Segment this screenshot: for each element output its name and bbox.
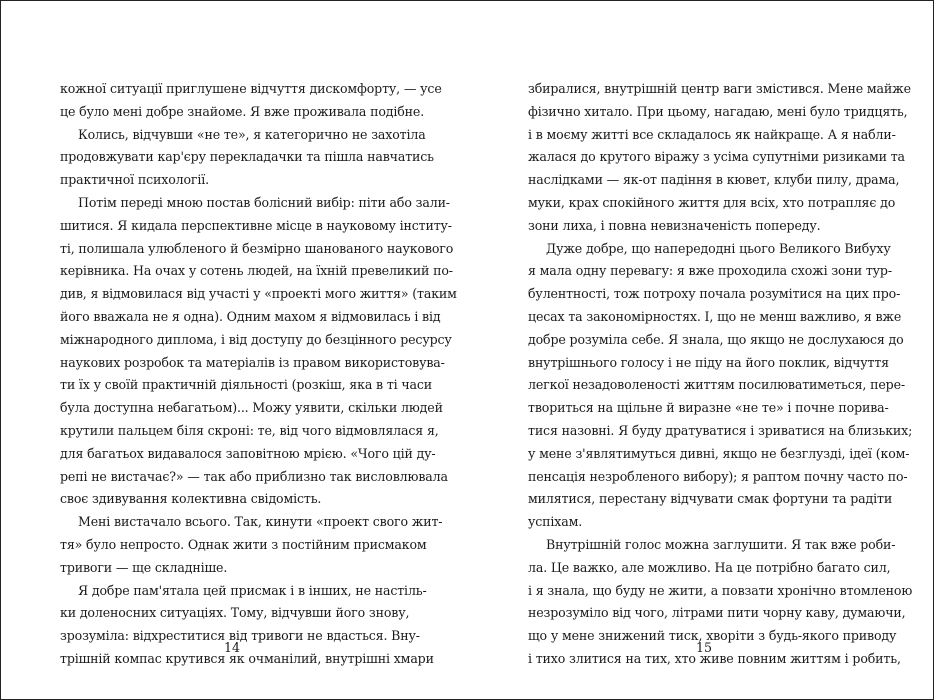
text-line: див, я відмовилася від участі у «проекті мого життя» (таким: [60, 286, 457, 302]
text-line: репі не вистачає?» — так або приблизно так висловлювала: [60, 468, 448, 484]
text-line: тися назовні. Я буду дратуватися і зриватися на близьких;: [528, 422, 913, 438]
right-page-number: 15: [695, 640, 713, 655]
text-line: у мене з'являтимуться дивні, якщо не безглузді, ідеї (ком-: [528, 445, 910, 461]
text-line: Дуже добре, що напередодні цього Великого Вибуху: [546, 240, 891, 256]
text-line: пенсація незробленого вибору); я раптом почну часто по-: [528, 468, 908, 484]
text-line: його вважала не я одна). Одним махом я відмовилась і від: [60, 308, 441, 324]
text-line: продовжувати кар'єру перекладачки та пішла навчатись: [60, 149, 434, 165]
text-line: трішній компас крутився як очманілий, внутрішні хмари: [60, 650, 434, 666]
text-line: цесах та закономірностях. І, що не менш важливо, я вже: [528, 308, 902, 324]
text-line: ки доленосних ситуаціях. Тому, відчувши його знову,: [60, 605, 410, 621]
text-line: практичної психології.: [60, 172, 209, 188]
text-line: наслідками — як-от падіння в кювет, клуби пилу, драма,: [528, 172, 900, 188]
text-line: Мені вистачало всього. Так, кинути «проект свого жит-: [78, 514, 443, 530]
text-line: Я добре пам'ятала цей присмак і в інших, не настіль-: [78, 582, 427, 598]
text-line: легкої незадоволеності життям посилюватиметься, пере-: [528, 377, 905, 393]
text-line: крутили пальцем біля скроні: те, від чого відмовлялася я,: [60, 422, 439, 438]
text-line: незрозуміло від чого, літрами пити чорну каву, думаючи,: [528, 605, 906, 621]
right-page: [468, 1, 933, 699]
text-line: ти їх у своїй практичній діяльності (розкіш, яка в ті часи: [60, 377, 433, 393]
text-line: це було мені добре знайоме. Я вже проживала подібне.: [60, 103, 425, 119]
text-line: і в моєму житті все складалось як найкраще. А я набли-: [528, 126, 896, 142]
left-page-number: 14: [223, 640, 241, 655]
text-line: була доступна небагатьом)... Можу уявити, скільки людей: [60, 400, 443, 416]
text-line: тя» було непросто. Однак жити з постійним присмаком: [60, 536, 427, 552]
left-page: [1, 1, 468, 699]
text-line: Внутрішній голос можна заглушити. Я так вже роби-: [546, 536, 896, 552]
text-line: шитися. Я кидала перспективне місце в науковому інститу-: [60, 217, 452, 233]
text-line: твориться на щільне й виразне «не те» і почне порива-: [528, 400, 889, 416]
text-line: муки, крах спокійного життя для всіх, хто потрапляє до: [528, 194, 896, 210]
text-line: і тихо злитися на тих, хто живе повним життям і робить,: [528, 650, 901, 666]
text-line: для багатьох видавалося заповітною мрією. «Чого цій ду-: [60, 445, 436, 461]
text-line: Потім переді мною постав болісний вибір: піти або зали-: [78, 194, 450, 210]
right-page-text: [528, 78, 913, 671]
text-line: ті, полишала улюбленого й безмірно шанованого наукового: [60, 240, 454, 256]
text-line: добре розуміла себе. Я знала, що якщо не дослухаюся до: [528, 331, 904, 347]
text-line: кожної ситуації приглушене відчуття дискомфорту, — усе: [60, 81, 442, 96]
text-line: Колись, відчувши «не те», я категорично не захотіла: [78, 126, 426, 142]
text-line: булентності, тож потроху почала розумітися на цих про-: [528, 286, 901, 302]
text-line: успіхам.: [528, 514, 583, 530]
text-line: керівника. На очах у сотень людей, на їхній превеликий по-: [60, 263, 453, 279]
left-page-text: [60, 78, 457, 671]
text-line: і я знала, що буду не жити, а повзати хронічно втомленою: [528, 582, 913, 598]
text-line: що у мене знижений тиск, хворіти з будь-якого приводу: [528, 628, 897, 644]
text-line: ла. Це важко, але можливо. На це потрібно багато сил,: [528, 559, 891, 575]
text-line: внутрішнього голосу і не піду на його поклик, відчуття: [528, 354, 889, 370]
text-line: фізично хитало. При цьому, нагадаю, мені було тридцять,: [528, 103, 908, 119]
text-line: я мала одну перевагу: я вже проходила схожі зони тур-: [528, 263, 892, 279]
text-line: своє здивування колективна свідомість.: [60, 491, 322, 507]
text-line: збиралися, внутрішній центр ваги змістився. Мене майже: [528, 81, 911, 96]
text-line: зрозуміла: відхреститися від тривоги не вдасться. Вну-: [60, 628, 420, 644]
text-line: милятися, перестану відчувати смак фортуни та радіти: [528, 491, 893, 507]
text-line: жалася до крутого віражу з усіма супутніми ризиками та: [528, 149, 905, 165]
text-line: тривоги — ще складніше.: [60, 559, 228, 575]
text-line: зони лиха, і повна невизначеність попереду.: [528, 217, 821, 233]
text-line: міжнародного диплома, і від доступу до безцінного ресурсу: [60, 331, 452, 347]
text-line: наукових розробок та матеріалів із правом використовува-: [60, 354, 445, 370]
